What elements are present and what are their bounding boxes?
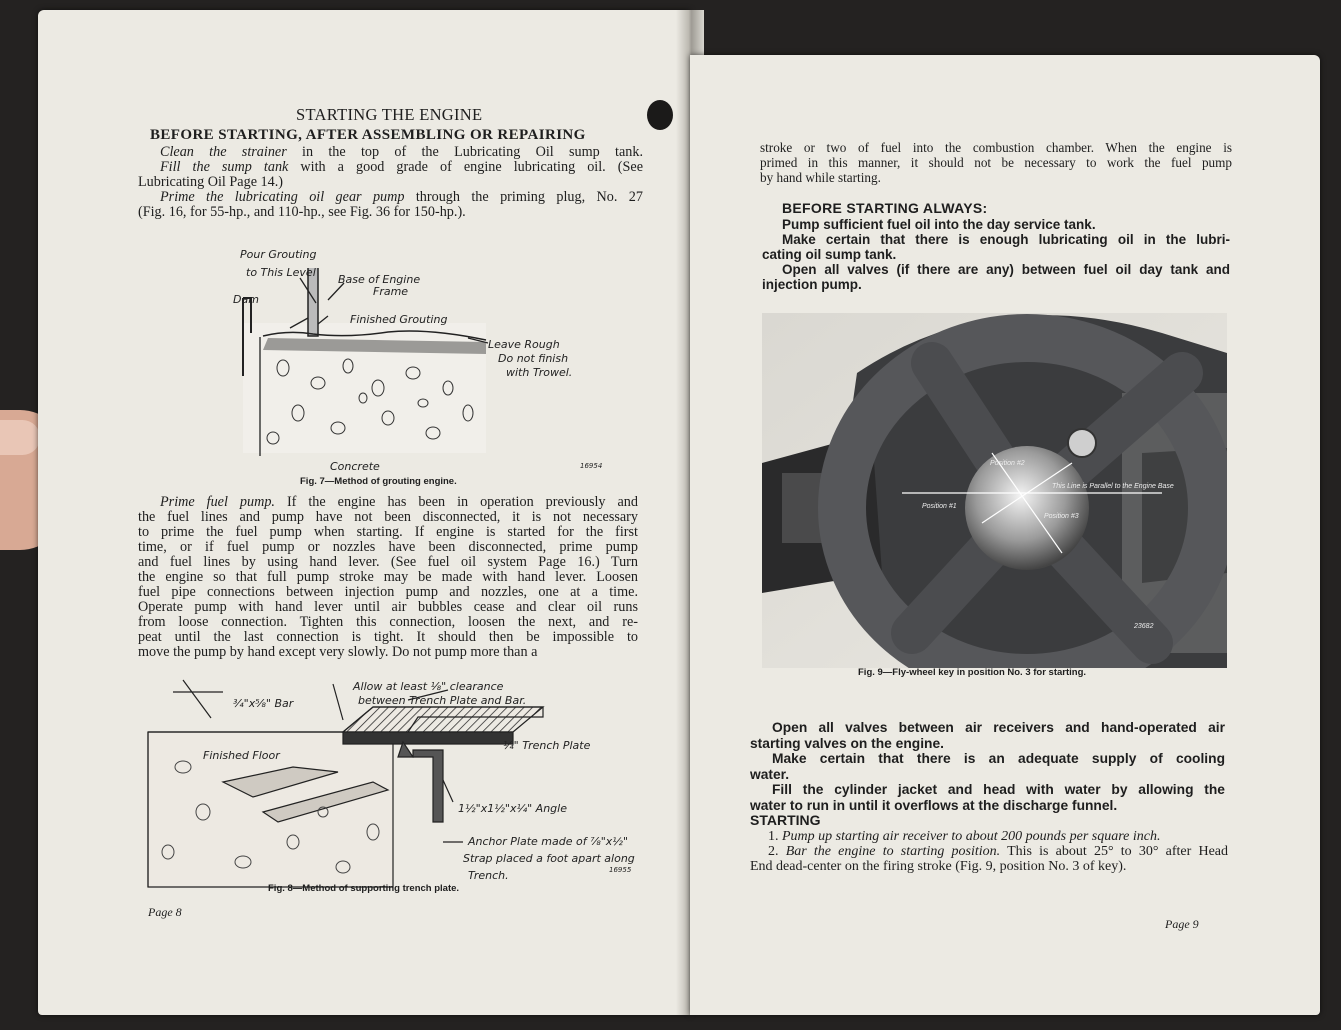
fig7-label-pour: Pour Grouting bbox=[240, 248, 317, 261]
starting-step-text: Bar the engine to starting position. This is about 25° to 30° after Head bbox=[785, 844, 1228, 859]
prime-fuel-line bbox=[138, 570, 638, 585]
prime-fuel-line bbox=[138, 615, 638, 630]
starting-step bbox=[750, 829, 1228, 844]
figure-8-trench-plate-diagram bbox=[143, 672, 643, 897]
fig7-label-finished: Finished Grouting bbox=[350, 313, 448, 326]
prime-fuel-line bbox=[138, 555, 638, 570]
page-number: Page 8 bbox=[148, 905, 182, 919]
starting-step-text: 1. bbox=[768, 829, 782, 844]
left-page bbox=[38, 10, 690, 1015]
starting-step-text: Pump up starting air receiver to about 200 pounds per square inch. bbox=[782, 829, 1161, 844]
intro-line bbox=[138, 205, 643, 220]
before-starting-item bbox=[762, 262, 1230, 277]
valves-line bbox=[750, 720, 1225, 736]
fig7-code: 16954 bbox=[580, 462, 603, 470]
fig9-code: 23682 bbox=[1134, 623, 1154, 630]
section-heading: BEFORE STARTING, AFTER ASSEMBLING OR REPAIRING bbox=[150, 127, 586, 143]
figure-7-grouting-diagram bbox=[188, 238, 638, 478]
figure-9-flywheel-photo bbox=[762, 313, 1227, 668]
valves-line bbox=[750, 767, 1225, 783]
before-starting-item bbox=[762, 247, 1230, 262]
prime-fuel-line-text: and fuel lines by using hand lever. (See fuel oil system Page 16.) Turn bbox=[138, 554, 638, 570]
before-starting-item-text: injection pump. bbox=[762, 277, 862, 292]
fig8-label-between: between Trench Plate and Bar. bbox=[358, 694, 527, 707]
before-starting-heading: BEFORE STARTING ALWAYS: bbox=[782, 200, 988, 216]
before-starting-item bbox=[762, 277, 1230, 292]
fig8-label-finished-floor: Finished Floor bbox=[203, 749, 280, 762]
valves-line bbox=[750, 736, 1225, 752]
valves-line-text: Make certain that there is an adequate supply of cooling bbox=[772, 751, 1225, 766]
fig7-label-dam: Dam bbox=[233, 293, 259, 306]
prime-fuel-line bbox=[138, 645, 638, 660]
fig7-label-level: to This Level bbox=[246, 266, 316, 279]
fig8-label-allow: Allow at least ⅛" clearance bbox=[353, 680, 504, 693]
before-starting-item-text: Open all valves (if there are any) between fuel oil day tank and bbox=[782, 262, 1230, 277]
fig7-label-rough: Leave Rough bbox=[488, 338, 560, 351]
punch-hole-left bbox=[647, 100, 673, 130]
fig8-label-anchor1: Anchor Plate made of ⅞"x½" bbox=[468, 835, 629, 848]
continuation-line-text: stroke or two of fuel into the combustion chamber. When the engine is bbox=[760, 140, 1232, 155]
valves-line-text: Fill the cylinder jacket and head with water by allowing the bbox=[772, 782, 1225, 797]
fig8-label-angle: 1½"x1½"x¼" Angle bbox=[458, 802, 567, 815]
continuation-line-text: primed in this manner, it should not be necessary to work the fuel pump bbox=[760, 155, 1232, 170]
intro-paragraph bbox=[138, 145, 643, 220]
starting-step bbox=[750, 859, 1228, 874]
page-title: STARTING THE ENGINE bbox=[296, 105, 483, 124]
thumbnail-nail bbox=[0, 420, 40, 455]
right-page bbox=[690, 55, 1320, 1015]
prime-fuel-line bbox=[138, 495, 638, 510]
prime-fuel-line-text: the engine so that full pump stroke may be made with hand lever. Loosen bbox=[138, 569, 638, 585]
prime-fuel-line-text: to prime the fuel pump when starting. If engine is started for the first bbox=[138, 524, 638, 540]
intro-line-text: Clean the strainer bbox=[160, 144, 287, 160]
figure-7-caption: Fig. 7—Method of grouting engine. bbox=[300, 476, 457, 487]
fig9-label-pos3: Position #3 bbox=[1044, 513, 1079, 520]
before-starting-item bbox=[762, 232, 1230, 247]
intro-line bbox=[138, 175, 643, 190]
continuation-line-text: by hand while starting. bbox=[760, 170, 881, 185]
prime-fuel-line-text: Operate pump with hand lever until air bubbles cease and clear oil runs bbox=[138, 599, 638, 615]
prime-fuel-line-text: time, or if fuel pump or nozzles have been disconnected, prime pump bbox=[138, 539, 638, 555]
prime-fuel-paragraph bbox=[138, 495, 638, 660]
continuation-paragraph bbox=[760, 140, 1232, 185]
fig9-label-pos1: Position #1 bbox=[922, 503, 957, 510]
intro-line-text: Lubricating Oil Page 14.) bbox=[138, 174, 283, 190]
continuation-line bbox=[760, 170, 1232, 185]
intro-line-text: through the priming plug, No. 27 bbox=[404, 189, 643, 205]
fig8-label-anchor2: Strap placed a foot apart along bbox=[463, 852, 635, 865]
prime-fuel-line bbox=[138, 525, 638, 540]
fig9-label-pos2: Position #2 bbox=[990, 460, 1025, 467]
starting-step bbox=[750, 844, 1228, 859]
valves-line bbox=[750, 798, 1225, 814]
prime-fuel-line-text: from loose connection. Tighten this connection, loosen the next, and re- bbox=[138, 614, 638, 630]
intro-line bbox=[138, 160, 643, 175]
fig8-label-trench-plate: ¼" Trench Plate bbox=[503, 739, 591, 752]
figure-9-caption: Fig. 9—Fly-wheel key in position No. 3 for starting. bbox=[858, 667, 1087, 678]
fig9-label-parallel: This Line is Parallel to the Engine Base bbox=[1052, 483, 1174, 490]
valves-line-text: water. bbox=[750, 766, 790, 782]
before-starting-item-text: Pump sufficient fuel oil into the day service tank. bbox=[782, 217, 1096, 232]
page-number: Page 9 bbox=[1165, 917, 1199, 931]
valves-line-text: starting valves on the engine. bbox=[750, 735, 944, 751]
continuation-line bbox=[760, 140, 1232, 155]
intro-line-text: Prime the lubricating oil gear pump bbox=[160, 189, 405, 205]
prime-fuel-line bbox=[138, 540, 638, 555]
prime-fuel-line bbox=[138, 600, 638, 615]
fig7-label-base: Base of Engine bbox=[338, 273, 421, 286]
intro-line bbox=[138, 145, 643, 160]
prime-fuel-line bbox=[138, 510, 638, 525]
starting-steps bbox=[750, 829, 1228, 874]
intro-line-text: in the top of the Lubricating Oil sump tank. bbox=[286, 144, 643, 160]
starting-step-text: End dead-center on the firing stroke (Fig. 9, position No. 3 of key). bbox=[750, 859, 1127, 874]
intro-line-text: Fill the sump tank bbox=[160, 159, 289, 175]
fig7-label-frame: Frame bbox=[373, 285, 409, 298]
valves-line bbox=[750, 751, 1225, 767]
valves-line-text: water to run in until it overflows at the discharge funnel. bbox=[750, 797, 1118, 813]
prime-fuel-line-text: Prime fuel pump. If the engine has been in operation previously and bbox=[160, 494, 638, 510]
intro-line-text: with a good grade of engine lubricating oil. (See bbox=[288, 159, 643, 175]
fig8-label-bar: ¾"x⅝" Bar bbox=[233, 697, 294, 710]
starting-heading: STARTING bbox=[750, 812, 821, 828]
prime-fuel-line-text: fuel pipe connections between injection pump and nozzles, one at a time. bbox=[138, 584, 638, 600]
intro-line bbox=[138, 190, 643, 205]
fig7-label-trowel: with Trowel. bbox=[506, 366, 573, 379]
valves-line-text: Open all valves between air receivers and hand-operated air bbox=[772, 720, 1225, 735]
valves-line bbox=[750, 782, 1225, 798]
valves-paragraph bbox=[750, 720, 1225, 813]
fig7-label-nofinish: Do not finish bbox=[498, 352, 569, 365]
prime-fuel-line bbox=[138, 585, 638, 600]
prime-fuel-line-text: the fuel lines and pump have not been disconnected, it is not necessary bbox=[138, 509, 638, 525]
figure-8-caption: Fig. 8—Method of supporting trench plate. bbox=[268, 883, 460, 894]
fig8-code: 16955 bbox=[609, 866, 632, 874]
prime-fuel-line-text: peat until the last connection is tight. It should then be impossible to bbox=[138, 629, 638, 645]
prime-fuel-line bbox=[138, 630, 638, 645]
before-starting-item-text: Make certain that there is enough lubricating oil in the lubri- bbox=[782, 232, 1230, 247]
before-starting-list bbox=[762, 217, 1230, 292]
intro-line-text: (Fig. 16, for 55-hp., and 110-hp., see Fig. 36 for 150-hp.). bbox=[138, 204, 466, 220]
prime-fuel-line-text: move the pump by hand except very slowly. Do not pump more than a bbox=[138, 644, 538, 660]
before-starting-item-text: cating oil sump tank. bbox=[762, 247, 897, 262]
fig8-label-anchor3: Trench. bbox=[468, 869, 509, 882]
fig7-label-concrete: Concrete bbox=[330, 460, 380, 473]
before-starting-item bbox=[762, 217, 1230, 232]
starting-step-text: 2. bbox=[768, 844, 786, 859]
continuation-line bbox=[760, 155, 1232, 170]
